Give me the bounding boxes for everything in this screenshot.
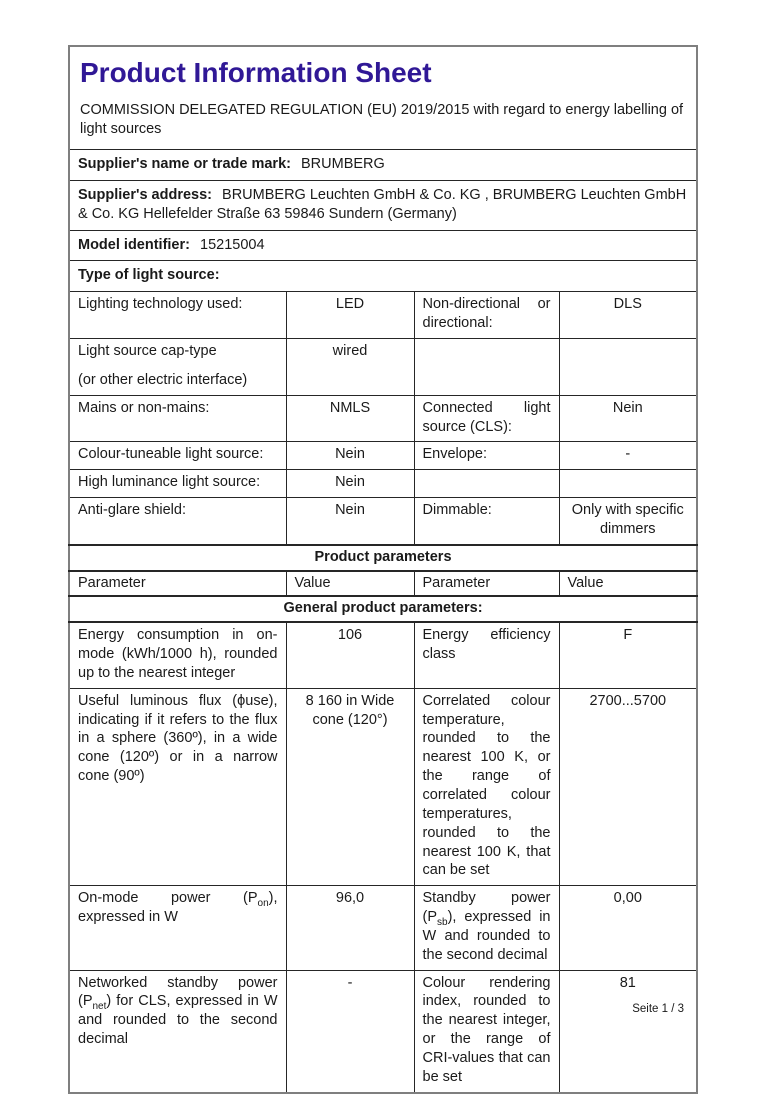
param-text: On-mode power (P — [78, 890, 258, 907]
value-cell: DLS — [559, 292, 697, 339]
param-cell: Useful luminous flux (ϕuse), indicating if it refers to the flux in a sphere (360º), in a wide cone (120º) or in a narrow cone (90º) — [69, 688, 286, 885]
value-cell: - — [286, 970, 414, 1093]
param-line-2: (or other electric interface) — [78, 371, 248, 388]
column-header: Value — [286, 571, 414, 597]
table-row — [69, 622, 697, 688]
table-row — [69, 395, 697, 442]
product-information-sheet — [68, 45, 696, 1094]
page-footer: Seite 1 / 3 — [632, 1003, 684, 1015]
param-cell: High luminance light source: — [69, 470, 286, 498]
supplier-name-row — [69, 150, 697, 181]
table-row — [69, 688, 697, 885]
table-row — [69, 886, 697, 970]
page-subtitle: COMMISSION DELEGATED REGULATION (EU) 2019/2015 with regard to energy labelling of light sources — [80, 102, 684, 138]
column-header: Parameter — [414, 571, 559, 597]
type-of-light-source-label: Type of light source: — [78, 267, 220, 284]
section-title: General product parameters: — [69, 596, 697, 622]
model-identifier-label: Model identifier: — [78, 236, 190, 253]
subscript: sb — [437, 916, 448, 928]
value-cell: 96,0 — [286, 886, 414, 970]
param-text: Networked standby power (P — [78, 974, 278, 1010]
table-row — [69, 442, 697, 470]
value-cell: 106 — [286, 622, 414, 688]
param-line-1: Light source cap-type — [78, 342, 217, 359]
title-row — [69, 46, 697, 150]
value-cell: 0,00 — [559, 886, 697, 970]
value-cell: wired — [286, 338, 414, 395]
param-cell: Mains or non-mains: — [69, 395, 286, 442]
supplier-address-row — [69, 180, 697, 230]
section-header-row — [69, 545, 697, 571]
param-cell: Lighting technology used: — [69, 292, 286, 339]
model-identifier-value: 15215004 — [200, 236, 265, 253]
param-cell: Envelope: — [414, 442, 559, 470]
param-cell: Non-directional or directional: — [414, 292, 559, 339]
subscript: net — [92, 1001, 107, 1013]
value-cell: Nein — [286, 470, 414, 498]
param-cell — [69, 886, 286, 970]
column-header-row — [69, 571, 697, 597]
table-row — [69, 498, 697, 545]
param-cell: Energy consumption in on-mode (kWh/1000 h), rounded up to the nearest integer — [69, 622, 286, 688]
value-cell: F — [559, 622, 697, 688]
param-cell — [414, 470, 559, 498]
param-cell: Anti-glare shield: — [69, 498, 286, 545]
value-cell: 81 — [559, 970, 697, 1093]
subscript: on — [257, 898, 269, 910]
table-row — [69, 470, 697, 498]
document-table — [68, 45, 698, 1094]
supplier-address-label: Supplier's address: — [78, 186, 212, 203]
param-text: ), expressed in W — [78, 890, 278, 926]
param-cell: Energy efficiency class — [414, 622, 559, 688]
param-cell: Colour-tuneable light source: — [69, 442, 286, 470]
param-cell: Dimmable: — [414, 498, 559, 545]
column-header: Value — [559, 571, 697, 597]
supplier-name-label: Supplier's name or trade mark: — [78, 156, 291, 173]
value-cell: LED — [286, 292, 414, 339]
column-header: Parameter — [69, 571, 286, 597]
value-cell: - — [559, 442, 697, 470]
param-cell — [414, 886, 559, 970]
param-cell: Colour rendering index, rounded to the nearest integer, or the range of CRI-values that can be set — [414, 970, 559, 1093]
param-cell: Connected light source (CLS): — [414, 395, 559, 442]
value-cell: 2700...5700 — [559, 688, 697, 885]
supplier-name-value: BRUMBERG — [301, 156, 385, 173]
value-cell: Nein — [286, 498, 414, 545]
param-cell — [69, 970, 286, 1093]
param-text: Standby power (P — [422, 890, 551, 926]
value-cell: NMLS — [286, 395, 414, 442]
value-cell: 8 160 in Wide cone (120°) — [286, 688, 414, 885]
type-of-light-source-row — [69, 261, 697, 292]
section-header-row — [69, 596, 697, 622]
value-cell: Only with specific dimmers — [559, 498, 697, 545]
table-row — [69, 338, 697, 395]
param-cell: Correlated colour temperature, rounded to the nearest 100 K, or the range of correlated colour temperatures, rounded to the nearest 100 K, that can be set — [414, 688, 559, 885]
page-title: Product Information Sheet — [80, 57, 432, 88]
table-row — [69, 970, 697, 1093]
section-title: Product parameters — [69, 545, 697, 571]
param-cell — [414, 338, 559, 395]
value-cell: Nein — [559, 395, 697, 442]
table-row — [69, 292, 697, 339]
model-identifier-row — [69, 230, 697, 261]
param-text: ) for CLS, expressed in W and rounded to the second decimal — [78, 993, 278, 1048]
value-cell — [559, 338, 697, 395]
param-text: ), expressed in W and rounded to the second decimal — [422, 909, 551, 963]
supplier-address-value: BRUMBERG Leuchten GmbH & Co. KG , BRUMBERG Leuchten GmbH & Co. KG Hellefelder Straße 63 59846 Sundern (Germany) — [78, 186, 687, 222]
value-cell — [559, 470, 697, 498]
value-cell: Nein — [286, 442, 414, 470]
param-cell — [69, 338, 286, 395]
